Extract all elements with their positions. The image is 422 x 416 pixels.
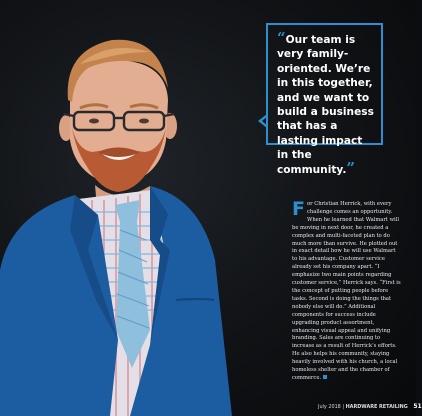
open-quote-mark-icon: “ (277, 29, 286, 47)
pull-quote (277, 29, 375, 177)
pull-quote-text: Our team is very family-oriented. We’re in this together, and we want to build a business that has a lasting impact in the community. (277, 34, 374, 176)
pull-quote-box (266, 23, 383, 177)
article-body (292, 198, 402, 383)
page-footer (318, 403, 422, 413)
footer-separator: | (342, 404, 346, 410)
close-quote-mark-icon: ” (346, 158, 356, 177)
page-number: 51 (413, 403, 422, 410)
drop-cap: F (292, 198, 305, 220)
issue-date: July 2018 (318, 404, 341, 410)
end-of-story-icon (323, 375, 327, 379)
article-text: or Christian Herrick, with every challenge comes an opportunity. When he learned that Walmart will be moving in next door, he created a complex and multi-faceted plan to do much more than survive. He plotted out in exact detail how he will use Walmart to his advantage. Customer service already set his company apart. “I emphasize two main points regarding customer service,” Herrick says. “First is the concept of putting people before tasks. Second is doing the things that nobody else will do.” Additional components for success include upgrading product assortment, enhancing visual appeal and unifying branding. Sales are continuing to increase as a result of Herrick’s efforts. He also helps his community, staying heavily involved with his church, a local homeless shelter and the chamber of commerce. (292, 201, 401, 381)
publication-name: HARDWARE RETAILING (345, 404, 408, 410)
